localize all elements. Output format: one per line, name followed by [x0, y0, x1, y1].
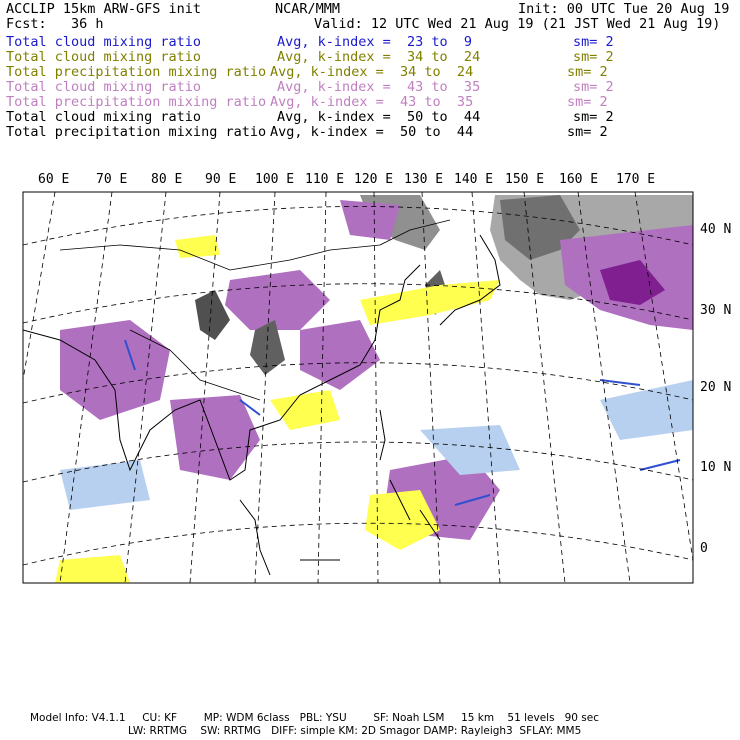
lon-label: 130 E: [404, 172, 444, 187]
cloud-yellow-region: [55, 555, 130, 583]
lon-label: 60 E: [38, 172, 70, 187]
lat-label: 40 N: [700, 222, 732, 237]
lon-label: 70 E: [96, 172, 128, 187]
precip-purple-region: [60, 320, 170, 420]
valid-time: Valid: 12 UTC Wed 21 Aug 19 (21 JST Wed 21 Aug 19): [314, 16, 721, 32]
legend-field: Total cloud mixing ratio: [6, 49, 202, 65]
org-label: NCAR/MMM: [275, 1, 341, 17]
lon-label: 110 E: [305, 172, 345, 187]
model-title: ACCLIP 15km ARW-GFS init: [6, 1, 202, 17]
cloud-yellow-region: [175, 235, 220, 258]
legend-field: Total cloud mixing ratio: [6, 34, 202, 50]
precip-purple-region: [170, 395, 260, 480]
model-physics: LW: RRTMG SW: RRTMG DIFF: simple KM: 2D Smagor DAMP: Rayleigh3 SFLAY: MM5: [128, 725, 582, 737]
precip-purple-region: [225, 270, 330, 330]
legend-field: Total cloud mixing ratio: [6, 79, 202, 95]
legend-sm: sm= 2: [573, 79, 614, 95]
cloud-darkgray-region: [195, 290, 230, 340]
legend-sm: sm= 2: [567, 124, 608, 140]
legend-avg: Avg, k-index = 43 to 35: [277, 79, 481, 95]
cloud-lightblue-region: [600, 380, 693, 440]
lat-label: 30 N: [700, 303, 732, 318]
precip-purple-region: [340, 200, 400, 240]
legend-field: Total cloud mixing ratio: [6, 109, 202, 125]
precip-purple-region: [300, 320, 380, 390]
legend-sm: sm= 2: [567, 94, 608, 110]
legend-field: Total precipitation mixing ratio: [6, 124, 267, 140]
lon-label: 80 E: [151, 172, 183, 187]
legend-sm: sm= 2: [573, 34, 614, 50]
legend-field: Total precipitation mixing ratio: [6, 94, 267, 110]
legend-avg: Avg, k-index = 43 to 35: [270, 94, 474, 110]
legend-avg: Avg, k-index = 34 to 24: [277, 49, 481, 65]
lon-label: 90 E: [205, 172, 237, 187]
legend-sm: sm= 2: [573, 49, 614, 65]
legend-field: Total precipitation mixing ratio: [6, 64, 267, 80]
lon-label: 120 E: [354, 172, 394, 187]
coastline: [440, 235, 500, 325]
lat-label: 20 N: [700, 380, 732, 395]
forecast-hour: Fcst: 36 h: [6, 16, 104, 32]
legend-avg: Avg, k-index = 23 to 9: [277, 34, 473, 50]
legend-avg: Avg, k-index = 50 to 44: [277, 109, 481, 125]
cloud-yellow-region: [270, 390, 340, 430]
model-info: Model Info: V4.1.1 CU: KF MP: WDM 6class PBL: YSU SF: Noah LSM 15 km 51 levels 90 sec: [30, 712, 599, 724]
legend-sm: sm= 2: [567, 64, 608, 80]
lon-label: 140 E: [454, 172, 494, 187]
lat-label: 0: [700, 541, 708, 556]
lon-label: 170 E: [616, 172, 656, 187]
legend-sm: sm= 2: [573, 109, 614, 125]
lat-label: 10 N: [700, 460, 732, 475]
lon-label: 160 E: [559, 172, 599, 187]
lon-label: 150 E: [505, 172, 545, 187]
legend-avg: Avg, k-index = 50 to 44: [270, 124, 474, 140]
init-time: Init: 00 UTC Tue 20 Aug 19: [518, 1, 730, 17]
lon-label: 100 E: [255, 172, 295, 187]
legend-avg: Avg, k-index = 34 to 24: [270, 64, 474, 80]
coastline: [240, 500, 340, 575]
cloud-lightblue-region: [60, 460, 150, 510]
